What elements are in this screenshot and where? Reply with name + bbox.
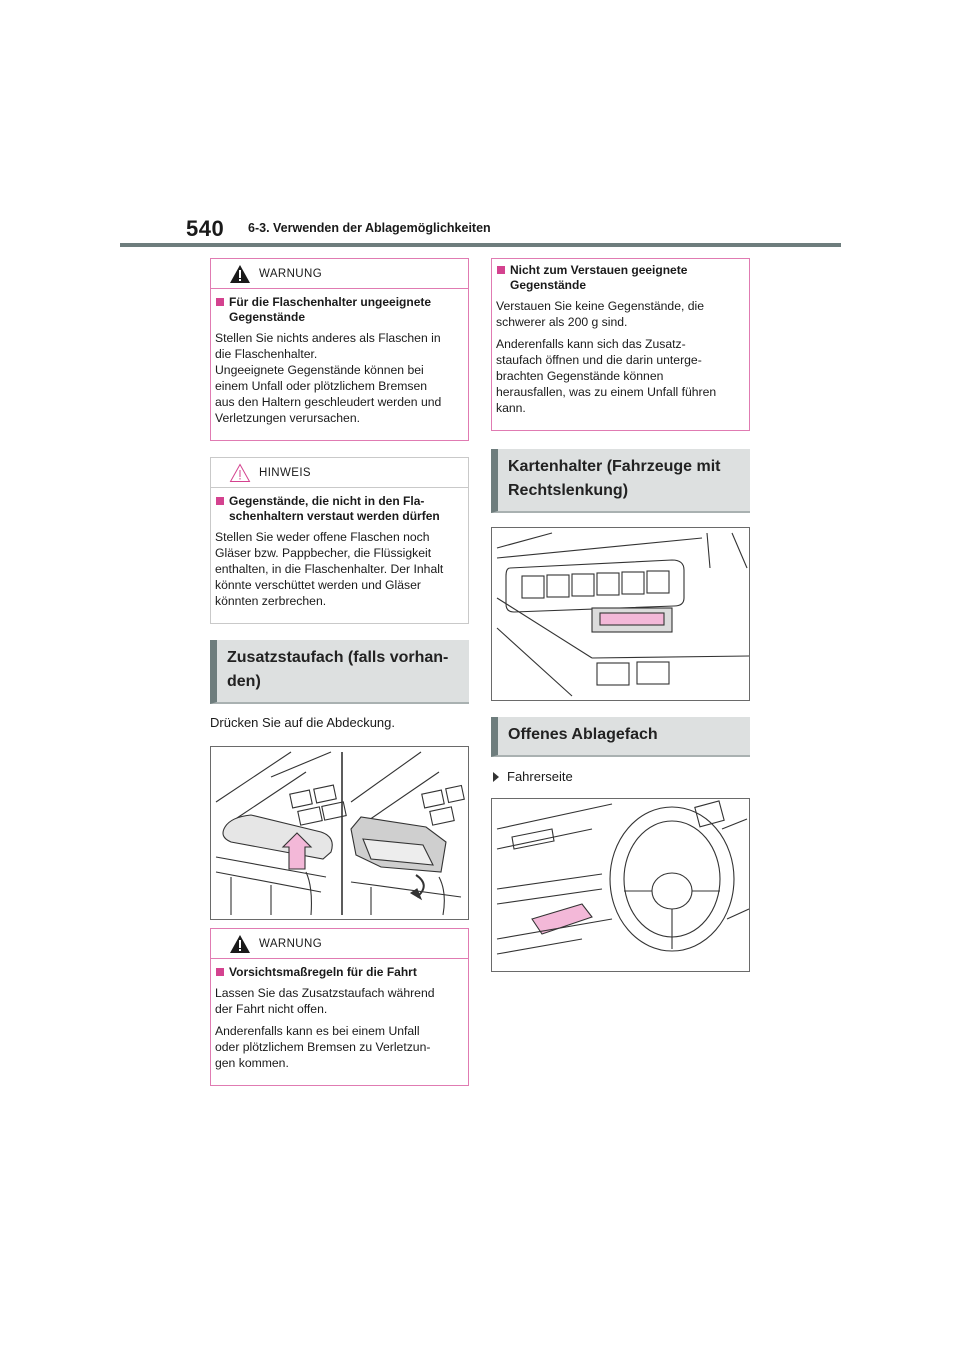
notice-box (210, 457, 469, 624)
warning-label: WARNUNG (259, 268, 323, 280)
warning-triangle-icon (229, 934, 251, 954)
open-tray-figure (491, 798, 750, 972)
notice-title: Gegenstände, die nicht in den Fla- schenhaltern verstaut werden dürfen (215, 494, 462, 524)
warning-text-1: Lassen Sie das Zusatzstaufach während der Fahrt nicht offen. (215, 986, 435, 1016)
header-rule (120, 243, 841, 247)
bullet-square-icon (216, 968, 224, 976)
driver-side-item: Fahrerseite (491, 769, 750, 784)
warning-title: Vorsichtsmaßregeln für die Fahrt (215, 965, 462, 980)
aux-compartment-figure (210, 746, 469, 920)
box-text-2: Anderenfalls kann sich das Zusatz- staufach öffnen und die darin unterge- brachten Gegenstände können herausfallen, was zu einem Unfall führen kann. (496, 337, 717, 415)
left-column (210, 258, 469, 1086)
bullet-square-icon (216, 497, 224, 505)
notice-triangle-icon (229, 463, 251, 483)
warning-box-bottles (210, 258, 469, 441)
section-heading-aux-compartment: Zusatzstaufach (falls vorhan- den) (210, 640, 469, 704)
card-holder-figure (491, 527, 750, 701)
notice-label: HINWEIS (259, 467, 311, 479)
notice-text: Stellen Sie weder offene Flaschen noch Gläser bzw. Pappbecher, die Flüssigkeit enthalten, in die Flaschenhalter. Der Inhalt könnte verschüttet werden und Gläser könnten zerbrechen. (215, 530, 444, 608)
box-title: Nicht zum Verstauen geeignete Gegenstände (496, 263, 743, 293)
warning-text: Stellen Sie nichts anderes als Flaschen in die Flaschenhalter. Ungeeignete Gegenstände können bei einem Unfall oder plötzlichem Bremsen aus den Haltern geschleudert werden und Verletzungen verursachen. (215, 331, 442, 425)
section-heading-open-tray: Offenes Ablagefach (491, 717, 750, 757)
bullet-square-icon (497, 266, 505, 274)
warning-text-2: Anderenfalls kann es bei einem Unfall oder plötzlichem Bremsen zu Verletzun- gen kommen. (215, 1024, 431, 1070)
instruction-text: Drücken Sie auf die Abdeckung. (210, 715, 396, 730)
warning-header (211, 259, 468, 289)
warning-label: WARNUNG (259, 938, 323, 950)
warning-triangle-icon (229, 264, 251, 284)
box-text-1: Verstauen Sie keine Gegenstände, die schwerer als 200 g sind. (496, 299, 705, 329)
warning-box-driving (210, 928, 469, 1086)
notice-header (211, 458, 468, 488)
warning-box-weight (491, 258, 750, 431)
warning-header (211, 929, 468, 959)
arrow-right-icon (493, 772, 499, 782)
section-title: 6-3. Verwenden der Ablagemöglichkeiten (248, 221, 491, 235)
warning-title: Für die Flaschenhalter ungeeignete Gegenstände (215, 295, 462, 325)
bullet-square-icon (216, 298, 224, 306)
section-heading-card-holder: Kartenhalter (Fahrzeuge mit Rechtslenkung) (491, 449, 750, 513)
right-column (491, 258, 750, 972)
page-number: 540 (186, 216, 225, 241)
